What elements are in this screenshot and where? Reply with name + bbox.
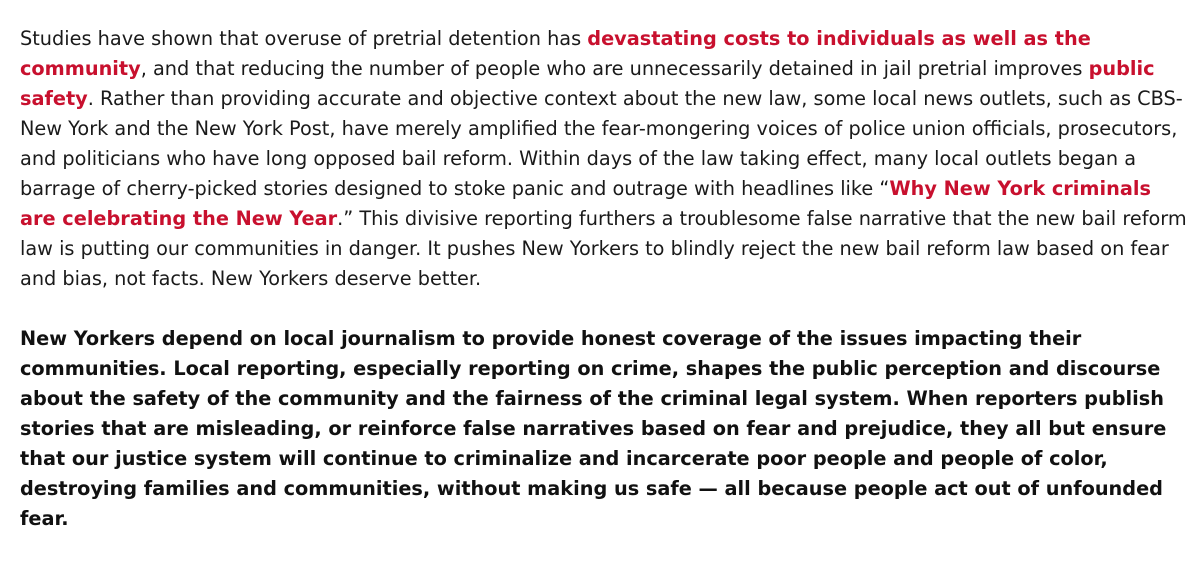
para1-text-2: , and that reducing the number of people who are unnecessarily detained in jail pretrial improves (140, 57, 1089, 80)
para1-text-1: Studies have shown that overuse of pretrial detention has (20, 27, 588, 50)
paragraph-pretrial-detention (20, 24, 1188, 294)
link-headline-criminals-celebrating[interactable]: Why New York criminals are celebrating the New Year (20, 177, 1151, 230)
link-devastating-costs[interactable]: devastating costs to individuals as well as the community (20, 27, 1091, 80)
para1-text-3: . Rather than providing accurate and objective context about the new law, some local news outlets, such as CBS-New York and the New York Post, have merely amplified the fear-mongering voices of police union officials, prosecutors, and politicians who have long opposed bail reform. Within days of the law taking effect, many local outlets began a barrage of cherry-picked stories designed to stoke panic and outrage with headlines like “ (20, 87, 1183, 200)
paragraph-local-journalism: New Yorkers depend on local journalism to provide honest coverage of the issues impacting their communities. Local reporting, especially reporting on crime, shapes the public perception and discourse about the safety of the community and the fairness of the criminal legal system. When reporters publish stories that are misleading, or reinforce false narratives based on fear and prejudice, they all but ensure that our justice system will continue to criminalize and incarcerate poor people and people of color, destroying families and communities, without making us safe — all because people act out of unfounded fear. (20, 327, 1167, 530)
para1-text-4: .” This divisive reporting furthers a troublesome false narrative that the new bail reform law is putting our communities in danger. It pushes New Yorkers to blindly reject the new bail reform law based on fear and bias, not facts. New Yorkers deserve better. (20, 207, 1187, 290)
article-body (20, 24, 1188, 534)
link-public-safety[interactable]: public safety (20, 57, 1155, 110)
